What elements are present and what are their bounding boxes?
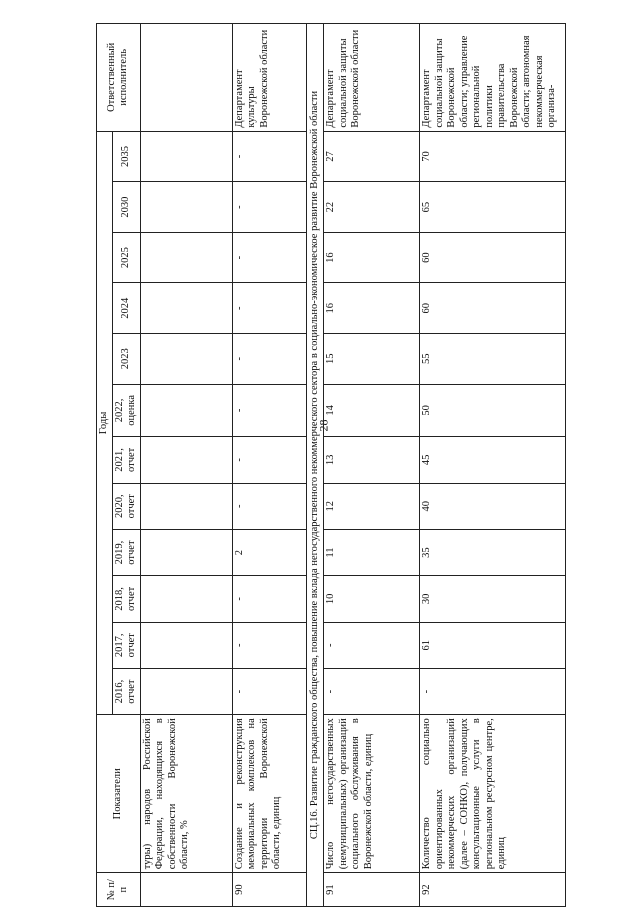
row-value: 30 — [420, 576, 566, 622]
header-year: 2017, отчет — [112, 622, 140, 668]
row-value — [140, 622, 232, 668]
row-value: 50 — [420, 384, 566, 437]
header-year: 2021, отчет — [112, 437, 140, 483]
row-value: 14 — [324, 384, 420, 437]
header-year: 2030 — [112, 182, 140, 233]
row-value: 11 — [324, 529, 420, 575]
row-value: - — [232, 437, 306, 483]
row-value — [140, 576, 232, 622]
row-responsible: Департамент культуры Воронежской области — [232, 24, 306, 132]
row-value: 60 — [420, 283, 566, 334]
row-value — [140, 437, 232, 483]
row-name: Количество социально ориентированных некоммерческих организаций (далее – СОНКО), получающих консультационные услуги в региональном ресурсном центре, единиц — [420, 715, 566, 873]
row-value: 12 — [324, 483, 420, 529]
header-num: № п/п — [97, 873, 141, 907]
row-value: - — [420, 668, 566, 714]
row-value: - — [324, 622, 420, 668]
row-value — [140, 333, 232, 384]
row-value: - — [232, 483, 306, 529]
row-name: Создание и реконструкция мемориальных комплексов на территории Воронежской области, единиц — [232, 715, 306, 873]
row-num: 90 — [232, 873, 306, 907]
row-name: Число негосударственных (немуниципальных) организаций социального обслуживания в Воронежской области, единиц — [324, 715, 420, 873]
header-year: 2020, отчет — [112, 483, 140, 529]
row-value — [140, 182, 232, 233]
row-value: 10 — [324, 576, 420, 622]
row-num — [140, 873, 232, 907]
header-row-1 — [97, 24, 113, 907]
row-num: 91 — [324, 873, 420, 907]
row-value: 55 — [420, 333, 566, 384]
row-value — [140, 131, 232, 182]
header-years: Годы — [97, 131, 113, 715]
row-value: - — [232, 232, 306, 283]
header-year: 2035 — [112, 131, 140, 182]
table-row — [324, 24, 420, 907]
table-row — [232, 24, 306, 907]
row-value: 70 — [420, 131, 566, 182]
row-value — [140, 483, 232, 529]
row-value: 16 — [324, 283, 420, 334]
row-value — [140, 384, 232, 437]
header-year: 2016, отчет — [112, 668, 140, 714]
row-value: - — [232, 182, 306, 233]
row-responsible: Департамент социальной защиты Воронежской области — [324, 24, 420, 132]
row-responsible — [140, 24, 232, 132]
row-value: 15 — [324, 333, 420, 384]
row-value: 61 — [420, 622, 566, 668]
row-value: 60 — [420, 232, 566, 283]
row-value: 45 — [420, 437, 566, 483]
row-responsible: Департамент социальной защиты Воронежской области; управление региональной политики правительства Воронежской области; автономная некоммерческая организа- — [420, 24, 566, 132]
row-value: 65 — [420, 182, 566, 233]
header-year: 2022, оценка — [112, 384, 140, 437]
header-year: 2023 — [112, 333, 140, 384]
row-value — [140, 668, 232, 714]
row-value: - — [232, 622, 306, 668]
row-value: 27 — [324, 131, 420, 182]
indicators-table — [96, 23, 566, 907]
row-value — [140, 529, 232, 575]
header-indicators: Показатели — [97, 715, 141, 873]
header-year: 2025 — [112, 232, 140, 283]
row-value: - — [232, 283, 306, 334]
rotated-page — [96, 13, 606, 907]
row-value: 22 — [324, 182, 420, 233]
header-year: 2019, отчет — [112, 529, 140, 575]
page-number: 28 — [316, 419, 331, 432]
row-value: 40 — [420, 483, 566, 529]
row-value: 16 — [324, 232, 420, 283]
row-value: 35 — [420, 529, 566, 575]
row-value: - — [232, 131, 306, 182]
row-value: - — [232, 333, 306, 384]
section-row — [306, 24, 324, 907]
row-value: - — [324, 668, 420, 714]
header-year: 2024 — [112, 283, 140, 334]
row-num: 92 — [420, 873, 566, 907]
row-value — [140, 232, 232, 283]
row-value: - — [232, 384, 306, 437]
header-year: 2018, отчет — [112, 576, 140, 622]
header-responsible: Ответственный исполнитель — [97, 24, 141, 132]
row-value: 2 — [232, 529, 306, 575]
table-row — [140, 24, 232, 907]
row-value: - — [232, 576, 306, 622]
row-name: туры) народов Российской Федерации, находящихся в собственности Воронежской области, % — [140, 715, 232, 873]
row-value — [140, 283, 232, 334]
row-value: - — [232, 668, 306, 714]
table-row — [420, 24, 566, 907]
row-value: 13 — [324, 437, 420, 483]
section-title: СЦ.16. Развитие гражданского общества, повышение вклада негосударственного некоммерческого сектора в социально-экономическое развитие Воронежской области — [306, 24, 324, 907]
